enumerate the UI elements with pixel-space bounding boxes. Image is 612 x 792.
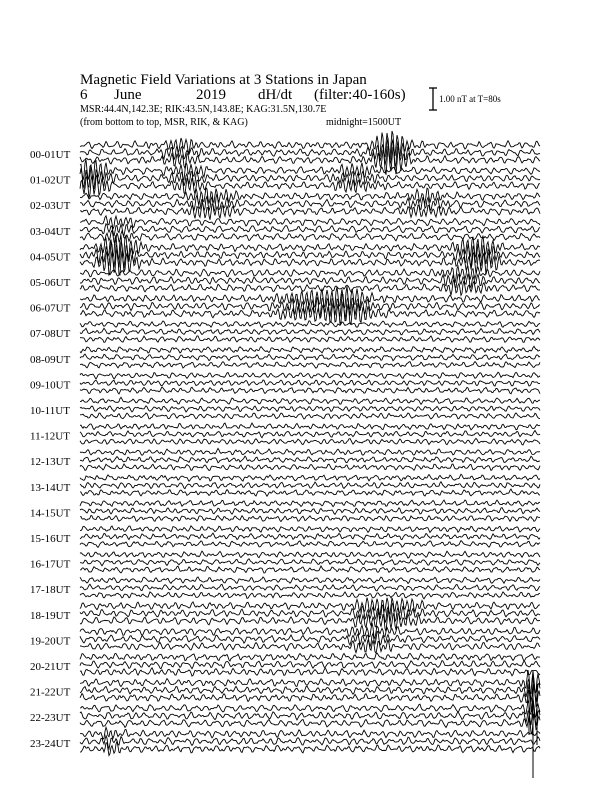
station-trace	[80, 397, 540, 404]
station-trace	[80, 541, 540, 548]
station-trace	[80, 336, 540, 342]
hour-row-label: 05-06UT	[30, 277, 71, 289]
hour-row-label: 20-21UT	[30, 661, 71, 673]
station-trace	[80, 727, 540, 739]
station-order-note: (from bottom to top, MSR, RIK, & KAG)	[80, 117, 248, 128]
station-trace	[80, 138, 540, 168]
station-trace	[80, 188, 540, 205]
date-year: 2019	[196, 87, 226, 103]
hour-row-label: 08-09UT	[30, 353, 71, 366]
hour-row-label: 12-13UT	[30, 456, 71, 469]
station-trace	[80, 448, 540, 455]
station-trace	[80, 515, 540, 521]
station-trace	[80, 566, 540, 573]
station-trace	[80, 406, 540, 412]
station-coordinates: MSR:44.4N,142.3E; RIK:43.5N,143.8E; KAG:31.5N,130.7E	[80, 104, 327, 115]
hour-row-label: 16-17UT	[30, 558, 71, 571]
hour-row-label: 17-18UT	[30, 584, 71, 597]
date-month: June	[114, 87, 142, 103]
station-trace	[80, 362, 540, 369]
station-trace	[80, 577, 540, 584]
hour-row-label: 03-04UT	[30, 225, 71, 238]
hour-row-label: 23-24UT	[30, 737, 71, 750]
station-trace	[80, 741, 540, 755]
hour-row-label: 22-23UT	[30, 712, 71, 725]
midnight-note: midnight=1500UT	[326, 117, 402, 128]
station-trace	[80, 372, 540, 379]
station-trace	[80, 533, 540, 540]
station-trace	[80, 592, 540, 599]
station-trace	[80, 559, 540, 566]
hour-row-label: 06-07UT	[30, 302, 71, 315]
station-trace	[80, 380, 540, 386]
scale-label: 1.00 nT at T=80s	[439, 94, 501, 104]
station-trace	[80, 623, 540, 639]
hour-row-label: 02-03UT	[30, 200, 71, 213]
hour-row-label: 15-16UT	[30, 533, 71, 545]
station-trace	[80, 482, 540, 489]
station-trace	[80, 584, 540, 591]
station-trace	[80, 235, 540, 261]
station-trace	[80, 508, 540, 515]
hour-row-label: 13-14UT	[30, 481, 71, 494]
station-trace	[80, 413, 540, 419]
station-trace	[80, 551, 540, 558]
station-trace	[80, 668, 540, 676]
chart-title: Magnetic Field Variations at 3 Stations in Japan	[80, 72, 367, 88]
station-trace	[80, 230, 540, 243]
station-trace	[80, 526, 540, 533]
scale-bar	[429, 88, 437, 110]
hour-row-label: 14-15UT	[30, 507, 71, 520]
station-trace	[80, 224, 540, 236]
hour-row-label: 09-10UT	[30, 379, 71, 392]
station-trace	[80, 346, 540, 353]
hour-row-label: 10-11UT	[30, 405, 70, 417]
station-trace	[80, 464, 540, 470]
station-trace	[80, 423, 540, 430]
hour-row-label: 11-12UT	[30, 430, 70, 443]
station-trace	[80, 489, 540, 496]
station-trace	[80, 438, 540, 445]
filter-label: (filter:40-160s)	[314, 87, 406, 103]
station-trace	[80, 321, 540, 328]
station-trace	[80, 216, 540, 229]
station-trace	[80, 456, 540, 463]
station-trace	[80, 661, 540, 669]
hour-row-label: 21-22UT	[30, 686, 71, 699]
hour-row-label: 18-19UT	[30, 609, 71, 622]
station-trace	[80, 354, 540, 361]
station-trace	[80, 653, 540, 661]
station-trace	[80, 328, 540, 334]
hour-row-label: 19-20UT	[30, 635, 71, 648]
station-trace	[80, 474, 540, 481]
quantity-label: dH/dt	[258, 87, 293, 103]
station-trace	[80, 500, 540, 507]
hour-row-label: 07-08UT	[30, 328, 71, 341]
hour-row-label: 00-01UT	[30, 149, 71, 161]
hour-row-label: 04-05UT	[30, 251, 71, 264]
date-day: 6	[80, 87, 88, 103]
station-trace	[80, 387, 540, 394]
hour-row-label: 01-02UT	[30, 174, 71, 187]
station-trace	[80, 639, 540, 653]
station-trace	[80, 430, 540, 437]
